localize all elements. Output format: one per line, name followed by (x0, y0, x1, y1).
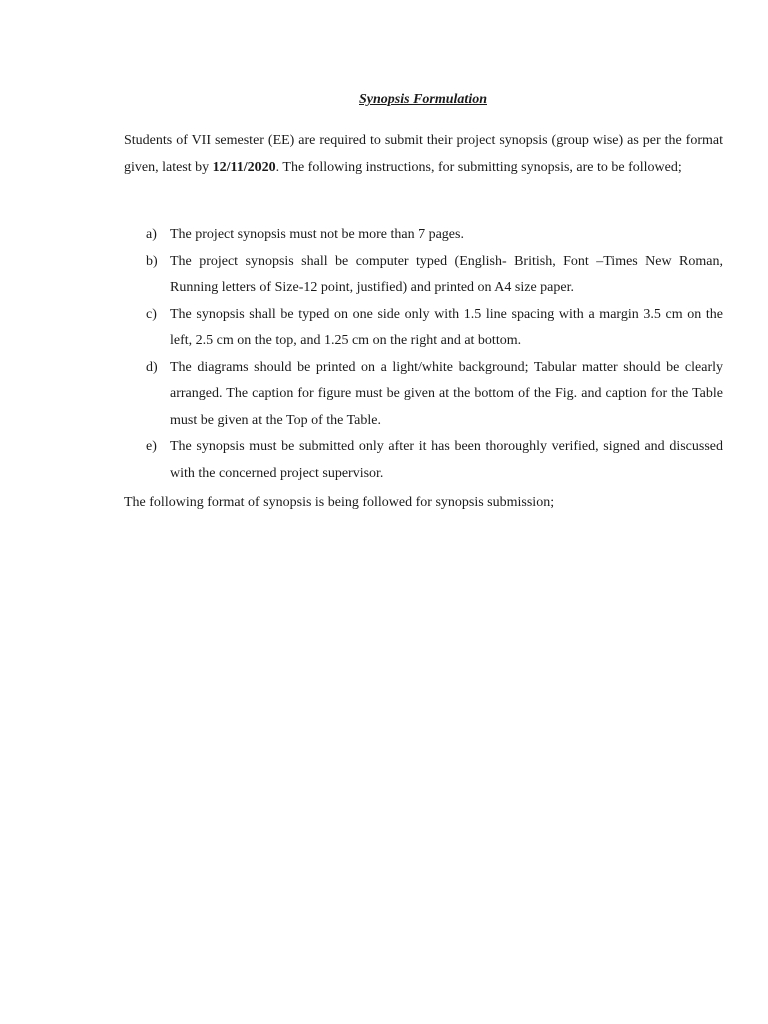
instruction-item (124, 434, 723, 487)
intro-paragraph (124, 128, 723, 181)
item-marker: d) (146, 359, 158, 375)
item-text: The synopsis must be submitted only after it has been thoroughly verified, signed and discussed with the concerned project supervisor. (170, 439, 723, 481)
closing-paragraph: The following format of synopsis is being followed for synopsis submission; (124, 495, 555, 510)
instruction-list (124, 222, 723, 487)
document-title: Synopsis Formulation (359, 92, 487, 107)
instruction-item (124, 249, 723, 302)
item-marker: e) (146, 439, 157, 454)
intro-text-end: . The following instructions, for submitting synopsis, are to be followed; (275, 159, 682, 175)
intro-text-start: Students of VII semester (EE) are required to submit their project synopsis (group wise) as per the format given, latest by (124, 133, 723, 175)
item-text: The synopsis shall be typed on one side only with 1.5 line spacing with a margin 3.5 cm on the left, 2.5 cm on the top, and 1.25 cm on the right and at bottom. (170, 306, 723, 348)
instruction-item (124, 222, 723, 249)
submission-deadline: 12/11/2020 (212, 159, 276, 175)
item-text: The diagrams should be printed on a light/white background; Tabular matter should be clearly arranged. The caption for figure must be given at the bottom of the Fig. and caption for the Table must be given at the Top of the Table. (170, 359, 723, 428)
item-marker: b) (146, 253, 158, 269)
instruction-item (124, 302, 723, 355)
item-text: The project synopsis shall be computer typed (English- British, Font –Times New Roman, Running letters of Size-12 point, justified) and printed on A4 size paper. (170, 253, 723, 295)
item-marker: c) (146, 306, 157, 322)
item-text: The project synopsis must not be more than 7 pages. (170, 227, 464, 242)
instruction-item (124, 355, 723, 435)
item-marker: a) (146, 227, 157, 242)
